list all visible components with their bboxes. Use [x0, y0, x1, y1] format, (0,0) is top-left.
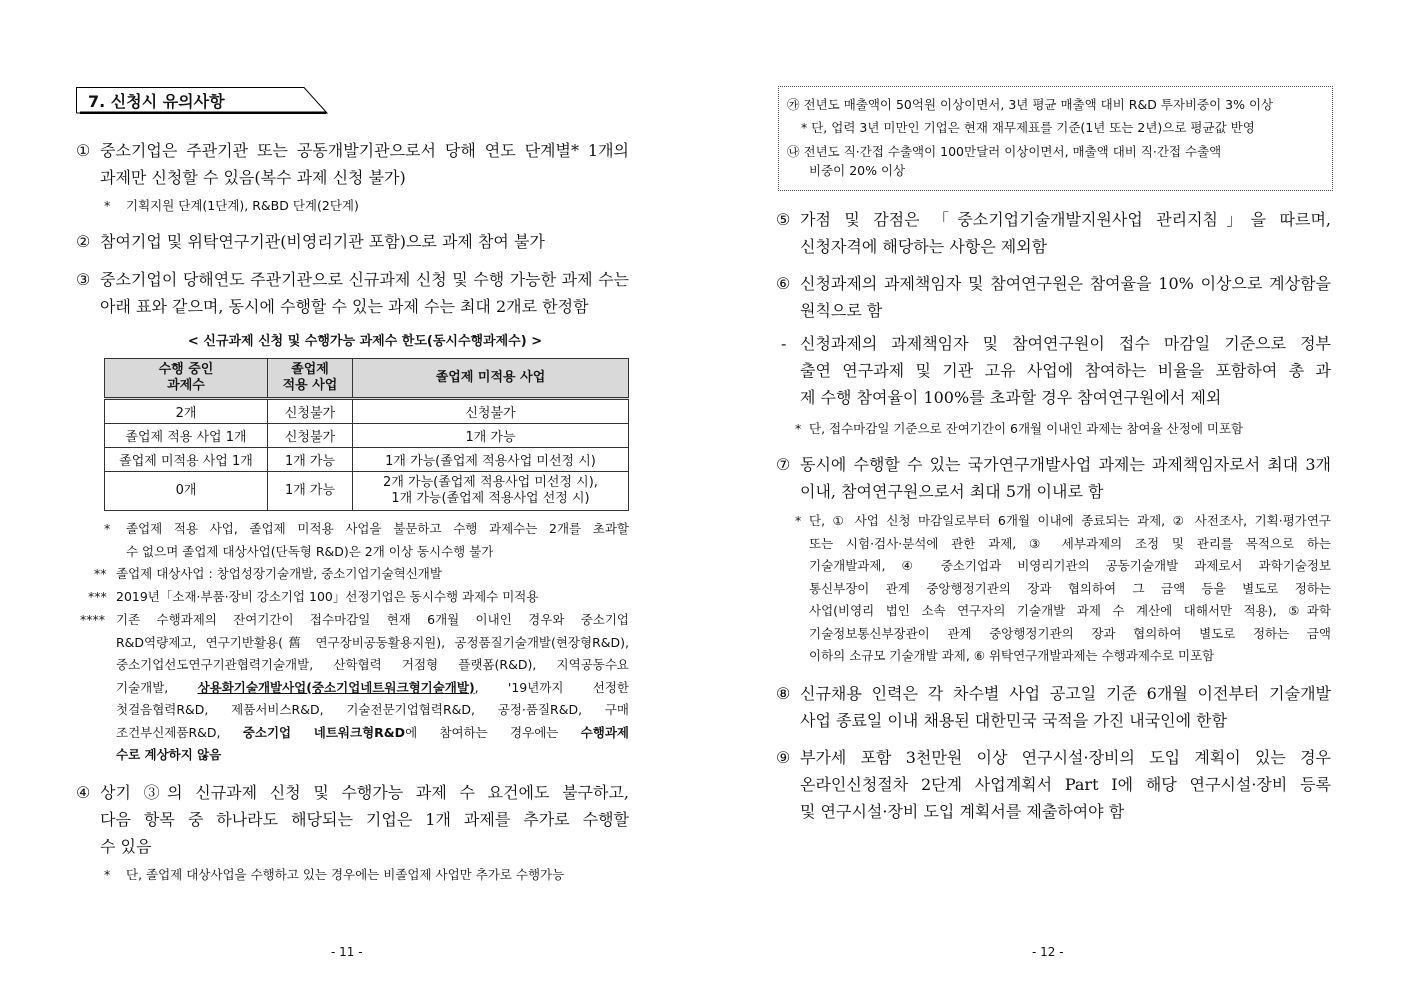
- note-line: 단, ① 사업 신청 마감일로부터 6개월 이내에 종료되는 과제, ② 사전조사, 기획·평가연구: [809, 513, 1331, 528]
- header-text: 수행 중인 과제수: [158, 362, 214, 393]
- box-line: [787, 142, 1221, 161]
- box-text: 단, 업력 3년 미만인 기업은 현재 재무제표를 기준(1년 또는 2년)으로 평균값 반영: [811, 120, 1255, 135]
- note-line: 기존 수행과제의 잔여기간이 접수마감일 현재 6개월 이내인 경우와 중소기업: [116, 612, 629, 627]
- note-stage: [104, 195, 624, 218]
- note-line: R&D역량제고, 연구기반활용(舊 연구장비공동활용지원), 공정품질기술개발(현장형R&D),: [116, 634, 629, 650]
- note-line: 수로 계상하지 않음: [116, 747, 222, 762]
- item-line: 신청과제의 과제책임자 및 참여연구원은 참여율을 10% 이상으로 계상함을: [800, 274, 1331, 293]
- table-header-cell: [105, 359, 268, 399]
- item-number: ⑥: [776, 274, 791, 293]
- header-text: 졸업제 미적용 사업: [435, 370, 546, 385]
- note-mark: **: [94, 566, 107, 581]
- item-8: [776, 680, 1331, 734]
- item-line: 가점 및 감점은 「중소기업기술개발지원사업 관리지침」을 따르며,: [800, 210, 1331, 229]
- table-cell: 1개 가능: [268, 472, 353, 511]
- right-page: [701, 0, 1403, 992]
- note-mark: *: [795, 421, 802, 436]
- item-3: [76, 266, 629, 320]
- item-number: ②: [76, 232, 91, 251]
- table-cell: 2개: [105, 399, 268, 424]
- section-title: [76, 87, 311, 113]
- item-1: [76, 137, 629, 191]
- table-cell: 1개 가능: [353, 424, 629, 448]
- table-row: [105, 424, 629, 448]
- note-line-part: , '19년까지 선정한: [474, 679, 630, 695]
- box-line: [809, 161, 905, 180]
- note-mark: *: [104, 521, 111, 536]
- note-line: 또는 시험·검사·분석에 관한 과제, ③ 세부과제의 조정 및 관리를 목적으로 하는: [809, 535, 1331, 551]
- item-line: 동시에 수행할 수 있는 국가연구개발사업 과제는 과제책임자로서 최대 3개: [800, 455, 1331, 474]
- left-page: [0, 0, 701, 992]
- item-2: [76, 228, 629, 255]
- note-table-1: [104, 518, 629, 563]
- box-text: 비중이 20% 이상: [809, 163, 906, 178]
- note-line: 이하의 소규모 기술개발 과제, ⑥ 위탁연구개발과제는 수행과제수로 미포함: [809, 648, 1215, 663]
- note-mark: ***: [88, 589, 107, 604]
- item-number: ⑧: [776, 684, 791, 703]
- item-number: -: [781, 334, 787, 353]
- item-number: ⑨: [776, 748, 791, 767]
- note-table-4: [80, 609, 629, 767]
- item-line: 및 연구시설·장비 도입 계획서를 제출하여야 함: [800, 802, 1125, 821]
- item-line: 이내, 참여연구원으로서 최대 5개 이내로 함: [800, 482, 1104, 501]
- item-line: 신청과제의 과제책임자 및 참여연구원이 접수 마감일 기준으로 정부: [800, 334, 1331, 353]
- item-number: ⑤: [776, 210, 791, 229]
- item-line: 부가세 포함 3천만원 이상 연구시설·장비의 도입 계획이 있는 경우: [800, 748, 1331, 767]
- table-header-row: [105, 359, 629, 399]
- box-mark: *: [801, 120, 808, 135]
- note-mark: ****: [80, 612, 105, 627]
- table-row: [105, 472, 629, 511]
- item-line: 과제만 신청할 수 있음(복수 과제 신청 불가): [100, 168, 406, 187]
- note-line-bold: 상용화기술개발사업(중소기업네트워크형기술개발): [197, 679, 475, 695]
- box-text: 전년도 직·간접 수출액이 100만달러 이상이면서, 매출액 대비 직·간접 수출액: [803, 144, 1222, 159]
- box-mark: ㉮: [787, 97, 800, 112]
- item-line: 제 수행 참여율이 100%를 초과할 경우 참여연구원에서 제외: [800, 388, 1222, 407]
- item-line: 신청자격에 해당하는 사항은 제외함: [800, 237, 1048, 256]
- box-line: [801, 118, 1255, 137]
- note-mark: *: [795, 513, 802, 528]
- table-cell: 졸업제 미적용 사업 1개: [105, 448, 268, 472]
- table-header-cell: [268, 359, 353, 399]
- note-line: 2019년「소재·부품·장비 강소기업 100」선정기업은 동시수행 과제수 미적용: [116, 589, 539, 604]
- box-line: [787, 95, 1273, 114]
- note-line: 기술개발과제, ④ 중소기업과 비영리기관의 공동기술개발 과제로서 과학기술정보: [809, 558, 1331, 573]
- box-mark: ㉯: [787, 144, 800, 159]
- note-line: 기술정보통신부장관이 관계 중앙행정기관의 장과 협의하여 별도로 정하는 금액: [809, 625, 1331, 641]
- item-5: [776, 206, 1331, 260]
- table-caption: < 신규과제 신청 및 수행가능 과제수 한도(동시수행과제수) >: [187, 334, 543, 349]
- note-line: [116, 722, 629, 745]
- note-table-2: [94, 563, 629, 586]
- note-table-3: [88, 586, 629, 609]
- item-number: ⑦: [776, 455, 791, 474]
- page-number: - 12 -: [1032, 945, 1064, 959]
- item-number: ①: [76, 141, 91, 160]
- note-mark: *: [104, 867, 111, 882]
- item-line: 중소기업이 당해연도 주관기관으로 신규과제 신청 및 수행 가능한 과제 수는: [100, 270, 629, 289]
- item-7: [776, 451, 1331, 505]
- page-number: - 11 -: [331, 945, 363, 959]
- item-line: 원칙으로 함: [800, 301, 883, 320]
- note-line: 첫걸음협력R&D, 제품서비스R&D, 기술전문기업협력R&D, 공정·품질R&D, 구매: [116, 702, 629, 717]
- note-line-bold: 수행과제: [580, 724, 629, 740]
- note-line: 통신부장이 관계 중앙행정기관의 장과 협의하여 그 금액 등을 별도로 정하는: [809, 580, 1331, 596]
- item-line: 수 있음: [100, 837, 152, 856]
- item-number: ③: [76, 270, 91, 289]
- item-4: [76, 779, 629, 860]
- item-line: 사업 종료일 이내 채용된 대한민국 국적을 가진 내국인에 한함: [800, 711, 1228, 730]
- table-cell: 1개 가능(졸업제 적용사업 미선정 시): [353, 448, 629, 472]
- item-line: 신규채용 인력은 각 차수별 사업 공고일 기준 6개월 이전부터 기술개발: [800, 684, 1331, 703]
- task-limit-table: [104, 358, 629, 511]
- note-line-bold: 중소기업 네트워크형R&D: [242, 724, 406, 740]
- note-mark: *: [104, 198, 111, 213]
- item-number: ④: [76, 783, 91, 802]
- item-line: 참여기업 및 위탁연구기관(비영리기관 포함)으로 과제 참여 불가: [100, 232, 545, 251]
- item-6: [776, 270, 1331, 324]
- note-final: [104, 864, 629, 887]
- item-line: 상기 ③의 신규과제 신청 및 수행가능 과제 수 요건에도 불구하고,: [100, 783, 629, 802]
- note-line-part: 에 참여하는 경우에는: [405, 724, 581, 740]
- note-item7: [795, 510, 1331, 668]
- note-line: [116, 677, 629, 700]
- header-text: 졸업제 적용 사업: [282, 362, 338, 393]
- table-cell: 신청불가: [268, 399, 353, 424]
- section-title-text: 7. 신청시 유의사항: [88, 92, 225, 111]
- note-line: 사업(비영리 법인 소속 연구자의 기술개발 과제 수 계산에 대해서만 적용), ⑤과학: [809, 603, 1331, 618]
- table-cell: 0개: [105, 472, 268, 511]
- table-cell: 신청불가: [353, 399, 629, 424]
- note-text: 기획지원 단계(1단계), R&BD 단계(2단계): [126, 198, 359, 213]
- table-cell: 2개 가능(졸업제 적용사업 미선정 시), 1개 가능(졸업제 적용사업 선정 시): [353, 472, 629, 511]
- table-header-cell: [353, 359, 629, 399]
- note-line: 졸업제 대상사업 : 창업성장기술개발, 중소기업기술혁신개발: [116, 566, 442, 581]
- item-dash: [781, 330, 1331, 411]
- box-text: 전년도 매출액이 50억원 이상이면서, 3년 평균 매출액 대비 R&D 투자비중이 3% 이상: [803, 97, 1274, 112]
- condition-box: [778, 86, 1333, 191]
- item-line: 온라인신청절차 2단계 사업계획서 Part I에 해당 연구시설·장비 등록: [800, 775, 1331, 794]
- table-row: [105, 399, 629, 424]
- note-line: 중소기업선도연구기관협력기술개발, 산학협력 거점형 플랫폼(R&D), 지역공동수요: [116, 657, 629, 672]
- item-9: [776, 744, 1331, 825]
- item-line: 중소기업은 주관기관 또는 공동개발기관으로서 당해 연도 단계별* 1개의: [100, 141, 629, 160]
- note-text: 단, 접수마감일 기준으로 잔여기간이 6개월 이내인 과제는 참여율 산정에 미포함: [809, 421, 1244, 436]
- note-line: 수 없으며 졸업제 대상사업(단독형 R&D)은 2개 이상 동시수행 불가: [126, 543, 494, 559]
- note-participation: [795, 418, 1331, 441]
- item-line: 아래 표와 같으며, 동시에 수행할 수 있는 과제 수는 최대 2개로 한정함: [100, 297, 589, 316]
- table-cell: 신청불가: [268, 424, 353, 448]
- note-line: 졸업제 적용 사업, 졸업제 미적용 사업을 불문하고 수행 과제수는 2개를 초과할: [126, 521, 629, 536]
- item-line: 다음 항목 중 하나라도 해당되는 기업은 1개 과제를 추가로 수행할: [100, 810, 629, 829]
- item-line: 출연 연구과제 및 기관 고유 사업에 참여하는 비율을 포함하여 총 과: [800, 361, 1331, 380]
- table-cell: 졸업제 적용 사업 1개: [105, 424, 268, 448]
- note-text: 단, 졸업제 대상사업을 수행하고 있는 경우에는 비졸업제 사업만 추가로 수행가능: [126, 867, 565, 882]
- note-line-part: 기술개발,: [116, 679, 198, 695]
- note-line-part: 조건부신제품R&D,: [116, 724, 243, 740]
- table-cell: 1개 가능: [268, 448, 353, 472]
- table-row: [105, 448, 629, 472]
